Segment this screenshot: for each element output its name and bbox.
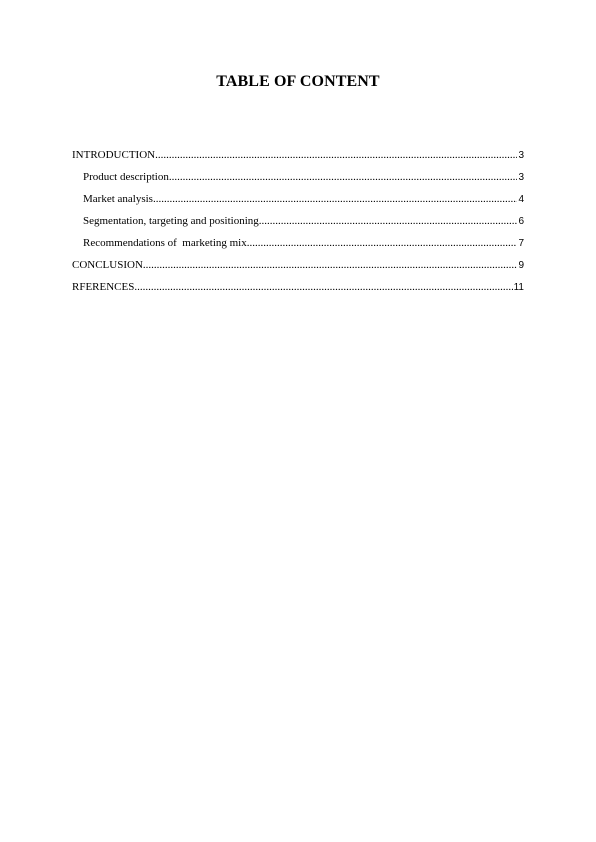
toc-entry-label: RFERENCES xyxy=(72,281,135,293)
toc-dot-leader xyxy=(247,233,518,253)
toc-entry-label: CONCLUSION xyxy=(72,259,143,271)
toc-entry-page-number: 3 xyxy=(518,150,524,161)
toc-dot-leader xyxy=(153,189,517,209)
toc-list xyxy=(72,145,524,299)
toc-entry-recommendations[interactable] xyxy=(72,233,524,255)
toc-title: TABLE OF CONTENT xyxy=(216,73,380,90)
toc-entry-page-number: 6 xyxy=(518,216,524,227)
toc-dot-leader xyxy=(155,145,517,165)
toc-dot-leader xyxy=(134,277,512,297)
toc-entry-label: Market analysis xyxy=(83,193,153,205)
toc-entry-introduction[interactable] xyxy=(72,145,524,167)
toc-entry-page-number: 11 xyxy=(513,282,524,293)
toc-entry-page-number: 3 xyxy=(518,172,524,183)
toc-dot-leader xyxy=(143,255,518,275)
toc-entry-label: Segmentation, targeting and positioning xyxy=(83,215,259,227)
toc-entry-references[interactable] xyxy=(72,277,524,299)
toc-entry-label: Product description xyxy=(83,171,169,183)
toc-entry-page-number: 7 xyxy=(518,238,524,249)
toc-entry-conclusion[interactable] xyxy=(72,255,524,277)
toc-entry-page-number: 4 xyxy=(518,194,524,205)
toc-entry-market-analysis[interactable] xyxy=(72,189,524,211)
toc-entry-page-number: 9 xyxy=(518,260,524,271)
toc-dot-leader xyxy=(259,211,518,231)
toc-entry-label: INTRODUCTION xyxy=(72,149,156,161)
toc-entry-product-description[interactable] xyxy=(72,167,524,189)
toc-entry-segmentation[interactable] xyxy=(72,211,524,233)
toc-dot-leader xyxy=(169,167,518,187)
toc-entry-label: Recommendations of marketing mix xyxy=(83,237,247,249)
